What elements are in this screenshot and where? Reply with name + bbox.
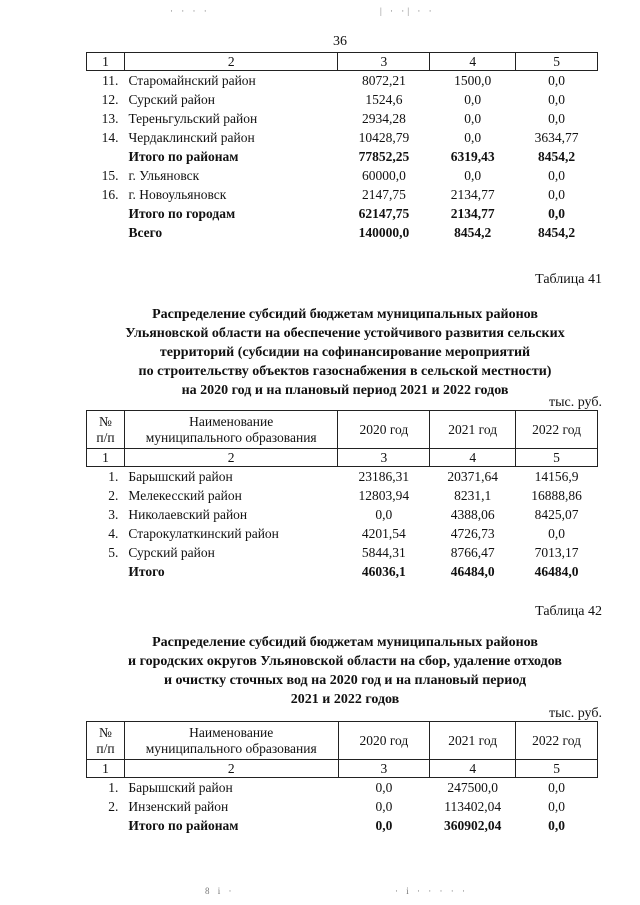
row-value-2022: 0,0 — [548, 798, 566, 814]
row-value-2022: 8454,2 — [538, 224, 576, 240]
row-number: 3. — [108, 506, 119, 522]
scan-mark-top-right: | · ·| · · — [380, 6, 435, 16]
total-row — [87, 147, 598, 166]
row-value-2021: 46484,0 — [450, 563, 495, 579]
table-row — [87, 90, 598, 109]
title-line: на 2020 год и на плановый период 2021 и 2022 годов — [181, 383, 509, 398]
table-41-caption: Таблица 41 — [535, 272, 602, 287]
index-cell: 2 — [124, 53, 338, 71]
row-value-2020: 0,0 — [375, 506, 393, 522]
header-row — [87, 411, 598, 449]
title-line: по строительству объектов газоснабжения в сельской местности) — [138, 364, 552, 379]
col-2020-header: 2020 год — [338, 722, 430, 760]
index-cell: 3 — [338, 760, 430, 778]
table-42-title — [85, 633, 605, 709]
row-name: Итого по районам — [128, 817, 239, 833]
continued-table — [86, 52, 598, 242]
row-number — [87, 147, 125, 166]
row-number: 12. — [101, 91, 119, 107]
col-no-header: № п/п — [87, 722, 125, 760]
row-name: Сурский район — [128, 544, 215, 560]
col-name-header: Наименование муниципального образования — [124, 411, 338, 449]
row-name: Итого по городам — [128, 205, 236, 221]
row-value-2022: 14156,9 — [534, 468, 579, 484]
table-row — [87, 486, 598, 505]
row-value-2020: 5844,31 — [361, 544, 406, 560]
index-cell: 1 — [87, 449, 125, 467]
row-name: Барышский район — [128, 468, 233, 484]
row-value-2021: 8231,1 — [454, 487, 492, 503]
index-cell: 1 — [87, 53, 125, 71]
row-value-2022: 0,0 — [548, 779, 566, 795]
header-row — [87, 722, 598, 760]
row-value-2020: 2934,28 — [361, 110, 406, 126]
row-value-2022: 0,0 — [548, 205, 565, 221]
row-number: 4. — [108, 525, 119, 541]
index-cell: 2 — [124, 760, 338, 778]
row-value-2022: 0,0 — [548, 91, 565, 107]
row-value-2022: 16888,86 — [531, 487, 582, 503]
row-value-2020: 0,0 — [375, 817, 393, 833]
index-cell: 5 — [516, 449, 598, 467]
table-row — [87, 109, 598, 128]
total-row — [87, 816, 598, 835]
row-number: 14. — [101, 129, 119, 145]
row-name: Барышский район — [128, 779, 233, 795]
table-row — [87, 778, 598, 798]
table-row — [87, 128, 598, 147]
row-number: 2. — [108, 487, 119, 503]
row-number: 16. — [101, 186, 119, 202]
index-row — [87, 53, 598, 71]
row-value-2020: 8072,21 — [361, 72, 406, 88]
row-name: Чердаклинский район — [128, 129, 255, 145]
row-number: 2. — [108, 798, 119, 814]
row-value-2020: 0,0 — [375, 779, 393, 795]
row-value-2021: 6319,43 — [450, 148, 495, 164]
row-value-2020: 1524,6 — [365, 91, 403, 107]
index-cell: 3 — [338, 53, 430, 71]
table-42-unit: тыс. руб. — [549, 706, 602, 721]
row-name: Тереньгульский район — [128, 110, 258, 126]
row-name: Мелекесский район — [128, 487, 242, 503]
title-line: и очистку сточных вод на 2020 год и на плановый период — [163, 673, 527, 688]
row-value-2022: 0,0 — [548, 186, 565, 202]
row-value-2022: 46484,0 — [534, 563, 579, 579]
row-value-2021: 360902,04 — [444, 817, 502, 833]
row-value-2021: 113402,04 — [444, 798, 502, 814]
col-2022-header: 2022 год — [516, 411, 598, 449]
table-41 — [86, 410, 598, 581]
scan-mark-bottom-right: · i · · · · · — [395, 886, 468, 896]
scan-mark-top-left: · · · · — [170, 6, 210, 16]
row-name: г. Новоульяновск — [128, 186, 227, 202]
row-name: г. Ульяновск — [128, 167, 200, 183]
table-row — [87, 505, 598, 524]
row-value-2022: 0,0 — [548, 167, 565, 183]
row-value-2021: 2134,77 — [450, 186, 495, 202]
row-value-2022: 7013,17 — [534, 544, 579, 560]
table-row — [87, 71, 598, 91]
table-row — [87, 797, 598, 816]
col-2021-header: 2021 год — [430, 411, 516, 449]
row-name: Итого по районам — [128, 148, 239, 164]
row-value-2021: 1500,0 — [454, 72, 492, 88]
col-2022-header: 2022 год — [516, 722, 598, 760]
row-value-2020: 77852,25 — [358, 148, 410, 164]
row-number: 11. — [102, 72, 119, 88]
index-cell: 5 — [516, 760, 598, 778]
row-number — [87, 816, 125, 835]
row-value-2020: 2147,75 — [361, 186, 406, 202]
col-name-header: Наименование муниципального образования — [124, 722, 338, 760]
table-row — [87, 543, 598, 562]
index-row — [87, 449, 598, 467]
title-line: Ульяновской области на обеспечение устойчивого развития сельских — [125, 326, 565, 341]
row-number — [87, 204, 125, 223]
row-value-2021: 0,0 — [464, 167, 482, 183]
row-name: Старокулаткинский район — [128, 525, 279, 541]
row-value-2020: 46036,1 — [361, 563, 406, 579]
row-value-2021: 0,0 — [464, 110, 482, 126]
row-number: 1. — [108, 779, 119, 795]
index-cell: 3 — [338, 449, 430, 467]
row-value-2021: 8454,2 — [454, 224, 492, 240]
row-number: 5. — [108, 544, 119, 560]
row-value-2021: 20371,64 — [447, 468, 498, 484]
row-number — [87, 223, 125, 242]
table-42 — [86, 721, 598, 835]
title-line: Распределение субсидий бюджетам муниципальных районов — [152, 307, 538, 322]
row-value-2021: 4726,73 — [450, 525, 495, 541]
row-name: Итого — [128, 563, 165, 579]
row-name: Николаевский район — [128, 506, 248, 522]
col-2021-header: 2021 год — [430, 722, 516, 760]
row-value-2022: 8425,07 — [534, 506, 579, 522]
index-cell: 5 — [516, 53, 598, 71]
row-value-2022: 0,0 — [548, 72, 565, 88]
title-line: территорий (субсидии на софинансирование мероприятий — [159, 345, 531, 360]
row-value-2021: 247500,0 — [447, 779, 499, 795]
total-row — [87, 562, 598, 581]
row-value-2020: 0,0 — [375, 798, 393, 814]
index-cell: 2 — [124, 449, 338, 467]
row-value-2022: 8454,2 — [538, 148, 576, 164]
page-number: 36 — [333, 34, 347, 49]
table-row — [87, 185, 598, 204]
row-value-2021: 2134,77 — [450, 205, 495, 221]
col-no-header: № п/п — [87, 411, 125, 449]
table-42-caption: Таблица 42 — [535, 604, 602, 619]
row-value-2022: 3634,77 — [534, 129, 579, 145]
index-cell: 4 — [430, 53, 516, 71]
row-name: Сурский район — [128, 91, 215, 107]
row-value-2022: 0,0 — [548, 525, 565, 541]
row-value-2020: 60000,0 — [361, 167, 406, 183]
index-cell: 1 — [87, 760, 125, 778]
row-value-2020: 12803,94 — [358, 487, 410, 503]
row-value-2020: 23186,31 — [358, 468, 410, 484]
row-name: Всего — [128, 224, 163, 240]
index-row — [87, 760, 598, 778]
row-value-2020: 140000,0 — [358, 224, 410, 240]
total-row — [87, 223, 598, 242]
row-name: Старомайнский район — [128, 72, 256, 88]
title-line: и городских округов Ульяновской области на сбор, удаление отходов — [128, 654, 562, 669]
row-number: 13. — [101, 110, 119, 126]
row-number: 15. — [101, 167, 119, 183]
row-value-2021: 0,0 — [464, 91, 482, 107]
row-number — [87, 562, 125, 581]
row-name: Инзенский район — [128, 798, 229, 814]
row-value-2021: 4388,06 — [450, 506, 495, 522]
row-number: 1. — [108, 468, 119, 484]
table-41-unit: тыс. руб. — [549, 395, 602, 410]
scan-mark-bottom-left: 8 i · — [205, 886, 235, 896]
row-value-2020: 62147,75 — [358, 205, 410, 221]
col-2020-header: 2020 год — [338, 411, 430, 449]
table-row — [87, 467, 598, 487]
row-value-2020: 10428,79 — [358, 129, 410, 145]
row-value-2020: 4201,54 — [361, 525, 406, 541]
row-value-2021: 0,0 — [464, 129, 482, 145]
index-cell: 4 — [430, 449, 516, 467]
table-row — [87, 524, 598, 543]
row-value-2022: 0,0 — [548, 110, 565, 126]
total-row — [87, 204, 598, 223]
title-line: 2021 и 2022 годов — [290, 692, 400, 707]
table-41-title — [85, 305, 605, 400]
row-value-2022: 0,0 — [548, 817, 566, 833]
row-value-2021: 8766,47 — [450, 544, 495, 560]
title-line: Распределение субсидий бюджетам муниципальных районов — [152, 635, 538, 650]
index-cell: 4 — [430, 760, 516, 778]
table-row — [87, 166, 598, 185]
